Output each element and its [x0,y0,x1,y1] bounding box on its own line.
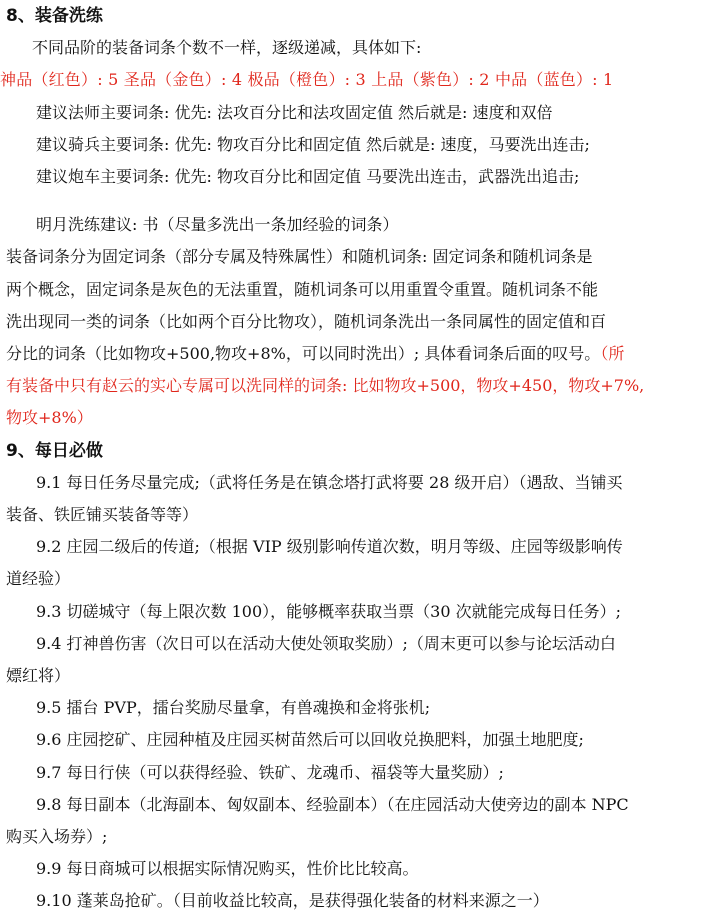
daily-item-9-2-cont: 道经验） [6,569,71,589]
section-9-heading: 9、每日必做 [6,440,103,461]
paragraph-line: 洗出现同一类的词条（比如两个百分比物攻），随机词条洗出一条同属性的固定值和百 [6,311,607,331]
red-note-start: （所 [600,344,625,364]
mage-advice: 建议法师主要词条: 优先: 法攻百分比和法攻固定值 然后就是: 速度和双倍 [36,102,553,122]
daily-item-9-9: 9.9 每日商城可以根据实际情况购买，性价比比较高。 [36,859,419,879]
daily-item-9-2: 9.2 庄园二级后的传道;（根据 VIP 级别影响传道次数，明月等级、庄园等级影响传 [36,537,623,557]
daily-item-9-8: 9.8 每日副本（北海副本、匈奴副本、经验副本）（在庄园活动大使旁边的副本 NPC [36,794,629,814]
paragraph-line [6,338,698,370]
paragraph-line: 装备词条分为固定词条（部分专属及特殊属性）和随机词条: 固定词条和随机词条是 [6,247,593,267]
red-note-line: 物攻+8%） [6,408,93,428]
catapult-advice: 建议炮车主要词条: 优先: 物攻百分比和固定值 马要洗出连击，武器洗出追击; [36,167,580,187]
daily-item-9-5: 9.5 擂台 PVP，擂台奖励尽量拿，有兽魂换和金将张机; [36,698,431,718]
daily-item-9-7: 9.7 每日行侠（可以获得经验、铁矿、龙魂币、福袋等大量奖励）; [36,762,504,782]
daily-item-9-10: 9.10 蓬莱岛抢矿。（目前收益比较高，是获得强化装备的材料来源之一） [36,891,549,911]
mingyue-advice: 明月洗练建议: 书（尽量多洗出一条加经验的词条） [36,215,399,235]
daily-item-9-3: 9.3 切磋城守（每上限次数 100），能够概率获取当票（30 次就能完成每日任务）; [36,601,621,621]
daily-item-9-1-cont: 装备、铁匠铺买装备等等） [6,505,199,525]
daily-item-9-1: 9.1 每日任务尽量完成;（武将任务是在镇念塔打武将要 28 级开启）（遇敌、当铺买 [36,472,623,492]
daily-item-9-8-cont: 购买入场券）; [6,827,108,847]
section-8-intro: 不同品阶的装备词条个数不一样，逐级递减，具体如下: [32,38,422,58]
red-note-line: 有装备中只有赵云的实心专属可以洗同样的词条: 比如物攻+500，物攻+450，物攻+7%, [6,376,645,396]
daily-item-9-4-cont: 嫖红将） [6,666,71,686]
paragraph-text: 分比的词条（比如物攻+500,物攻+8%，可以同时洗出）; 具体看词条后面的叹号。 [6,344,601,364]
paragraph-line: 两个概念，固定词条是灰色的无法重置，随机词条可以用重置令重置。随机词条不能 [6,279,599,299]
cavalry-advice: 建议骑兵主要词条: 优先: 物攻百分比和固定值 然后就是: 速度，马要洗出连击; [36,134,590,154]
equipment-tier-list: 神品（红色）: 5 圣品（金色）: 4 极品（橙色）: 3 上品（紫色）: 2 中品（蓝色）: 1 [0,70,614,90]
section-8-heading: 8、装备洗练 [6,6,103,26]
daily-item-9-4: 9.4 打神兽伤害（次日可以在活动大使处领取奖励）;（周末更可以参与论坛活动白 [36,633,616,653]
daily-item-9-6: 9.6 庄园挖矿、庄园种植及庄园买树苗然后可以回收兑换肥料，加强土地肥度; [36,730,584,750]
